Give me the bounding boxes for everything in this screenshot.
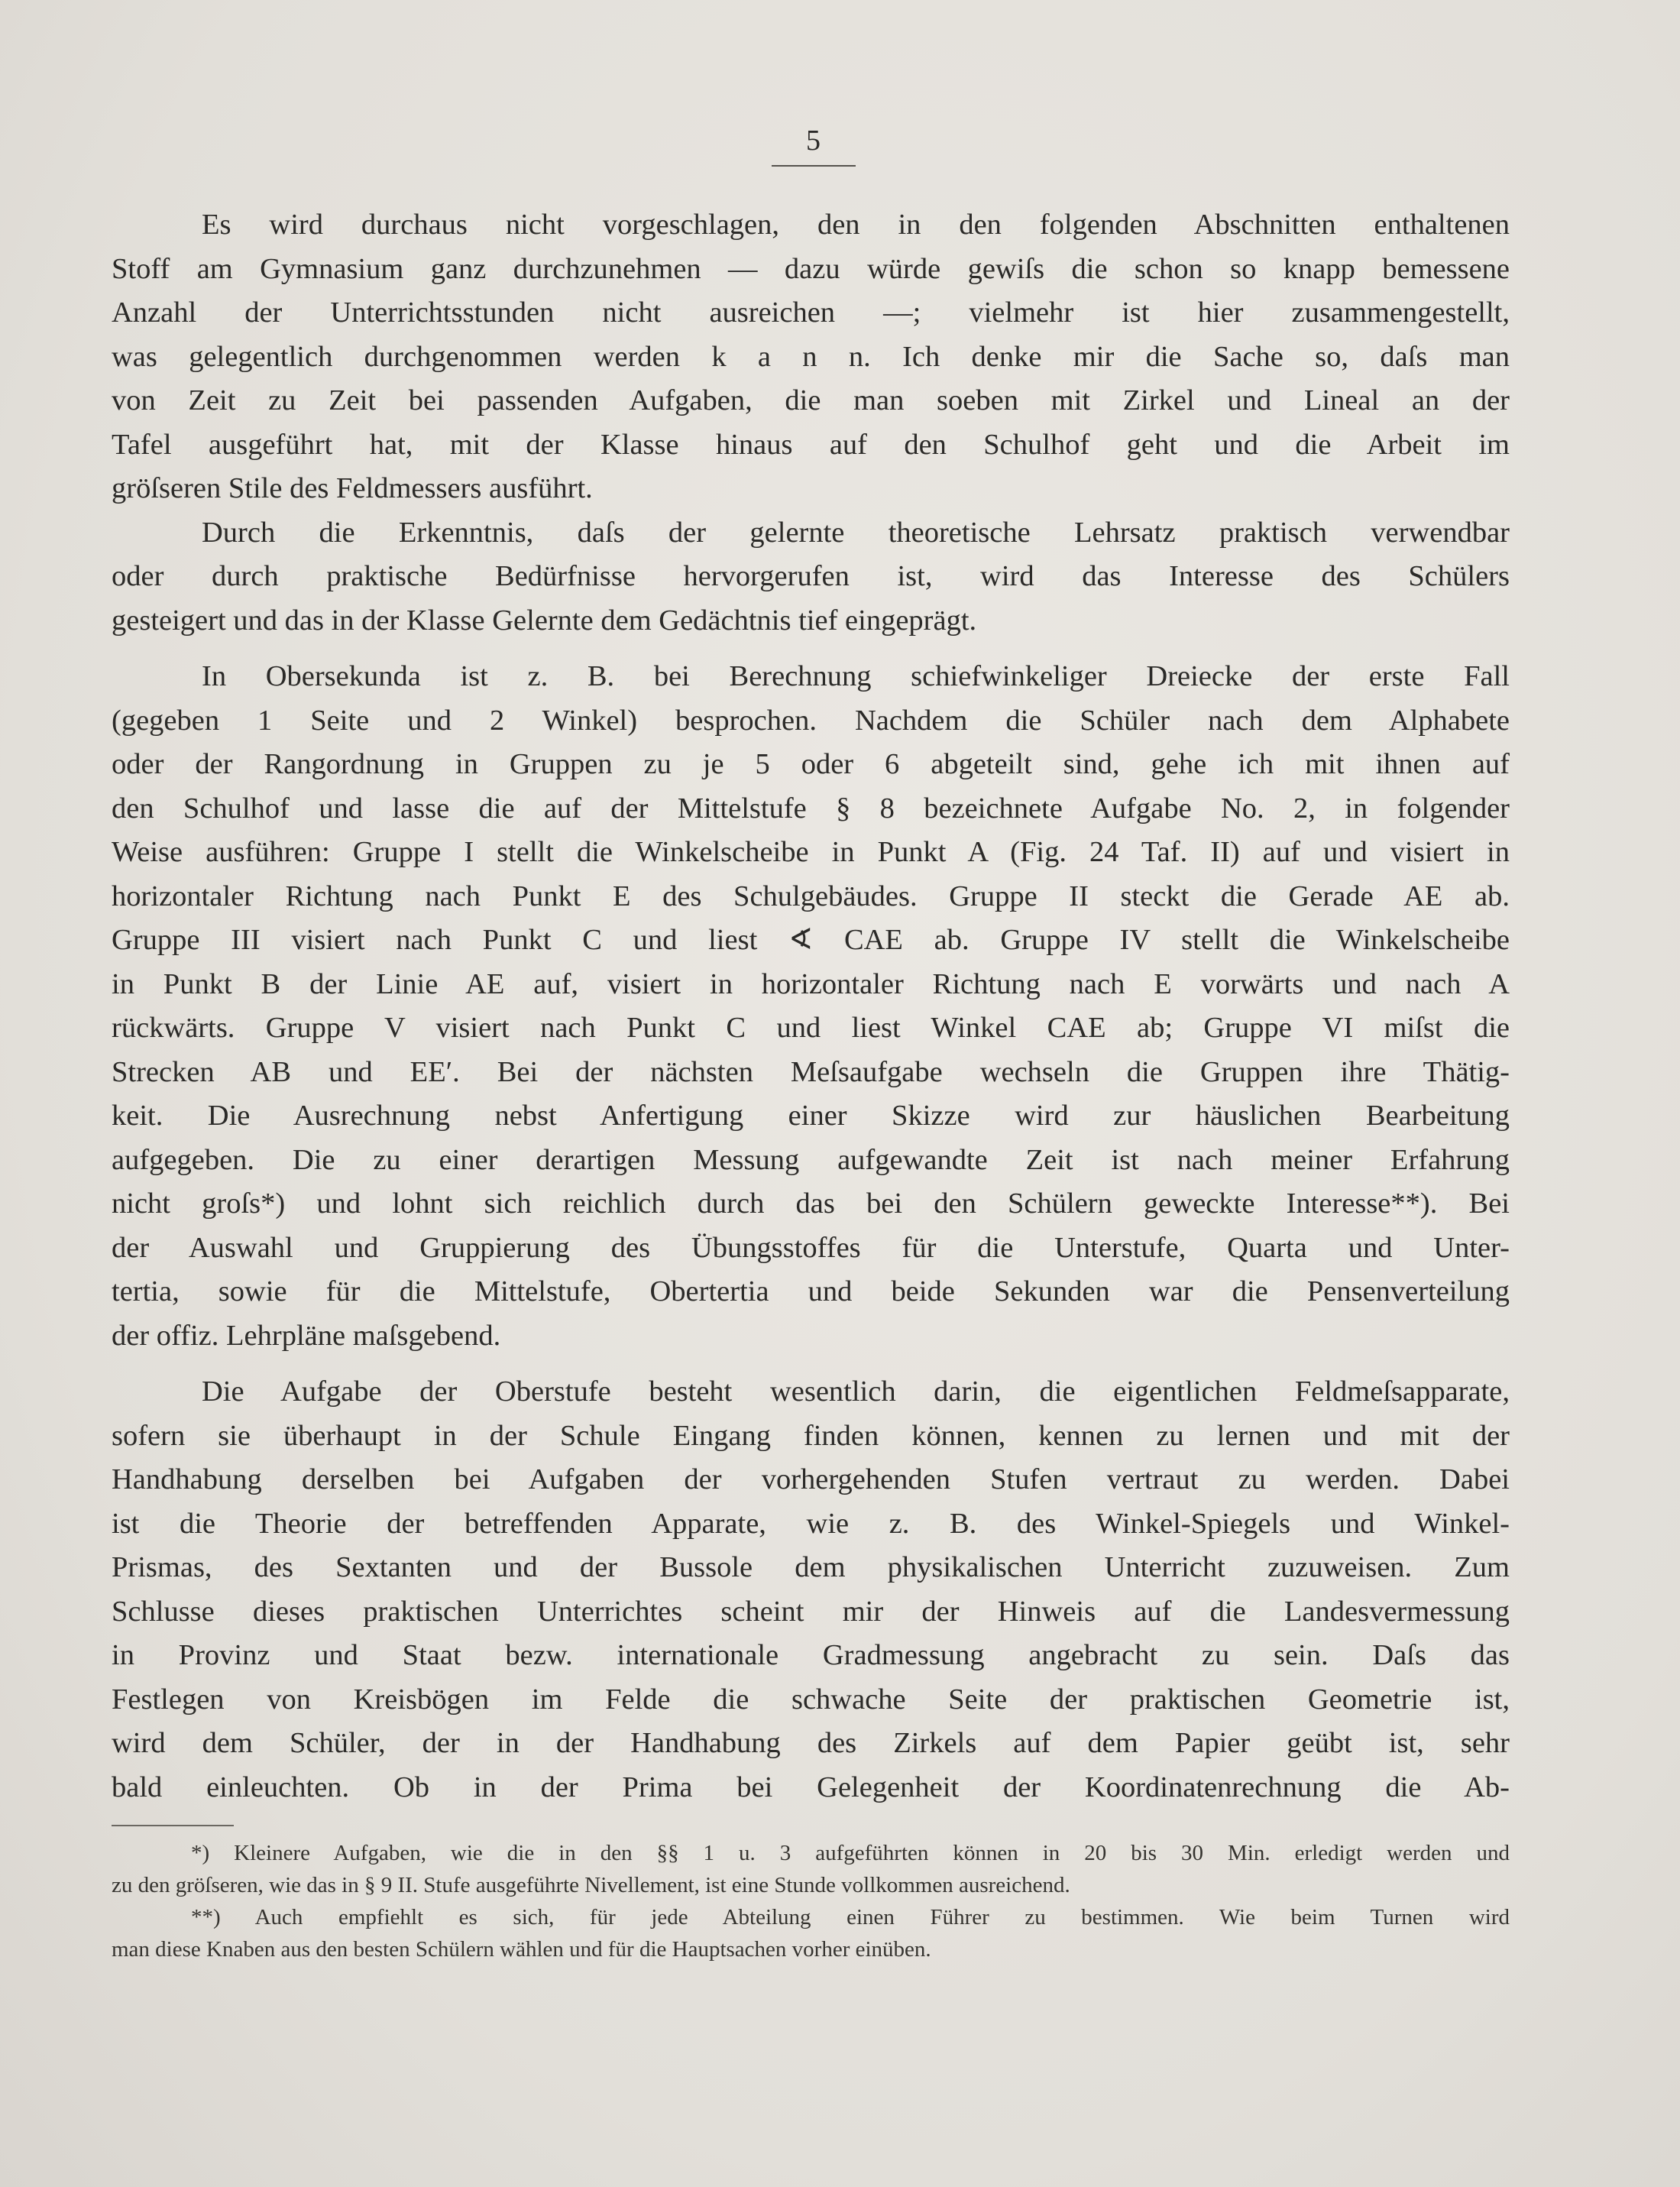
text-line: Prismas, des Sextanten und der Bussole dem physikalischen Unterricht zuzuweisen. Zum <box>112 1551 1510 1583</box>
footnote-line: zu den gröſseren, wie das in § 9 II. Stufe ausgeführte Nivellement, ist eine Stunde vollkommen ausreichend. <box>112 1873 1070 1897</box>
footnote <box>112 1837 1510 1901</box>
text-line: nicht groſs*) und lohnt sich reichlich durch das bei den Schülern geweckte Interesse**). Bei <box>112 1187 1510 1220</box>
text-line: Weise ausführen: Gruppe I stellt die Winkelscheibe in Punkt A (Fig. 24 Taf. II) auf und visiert in <box>112 836 1510 868</box>
text-line: horizontaler Richtung nach Punkt E des Schulgebäudes. Gruppe II steckt die Gerade AE ab. <box>112 880 1510 912</box>
text-line: Durch die Erkenntnis, daſs der gelernte theoretische Lehrsatz praktisch verwendbar <box>202 516 1510 549</box>
text-line: Die Aufgabe der Oberstufe besteht wesentlich darin, die eigentlichen Feldmeſsapparate, <box>202 1375 1510 1408</box>
footnote-line: man diese Knaben aus den besten Schülern wählen und für die Hauptsachen vorher einüben. <box>112 1937 931 1962</box>
text-line: In Obersekunda ist z. B. bei Berechnung schiefwinkeliger Dreiecke der erste Fall <box>202 660 1510 692</box>
header-rule <box>772 165 856 167</box>
text-line: Schlusse dieses praktischen Unterrichtes scheint mir der Hinweis auf die Landesvermessung <box>112 1595 1510 1628</box>
text-line: wird dem Schüler, der in der Handhabung des Zirkels auf dem Papier geübt ist, sehr <box>112 1727 1510 1759</box>
text-line: tertia, sowie für die Mittelstufe, Obertertia und beide Sekunden war die Pensenverteilung <box>112 1275 1510 1307</box>
text-line: gesteigert und das in der Klasse Gelernte dem Gedächtnis tief eingeprägt. <box>112 604 977 637</box>
text-line: Strecken AB und EE′. Bei der nächsten Meſsaufgabe wechseln die Gruppen ihre Thätig- <box>112 1055 1510 1088</box>
text-line: Gruppe III visiert nach Punkt C und liest ∢ CAE ab. Gruppe IV stellt die Winkelscheibe <box>112 924 1510 956</box>
footnote-rule <box>112 1825 234 1826</box>
paragraph <box>112 203 1510 511</box>
text-line: rückwärts. Gruppe V visiert nach Punkt C und liest Winkel CAE ab; Gruppe VI miſst die <box>112 1012 1510 1044</box>
text-line: bald einleuchten. Ob in der Prima bei Gelegenheit der Koordinatenrechnung die Ab- <box>112 1771 1510 1803</box>
footnotes <box>112 1825 1510 1965</box>
footnote <box>112 1901 1510 1965</box>
text-line: keit. Die Ausrechnung nebst Anfertigung einer Skizze wird zur häuslichen Bearbeitung <box>112 1100 1510 1132</box>
text-line: Stoff am Gymnasium ganz durchzunehmen — dazu würde gewiſs die schon so knapp bemessene <box>112 252 1510 285</box>
text-line: Anzahl der Unterrichtsstunden nicht ausreichen —; vielmehr ist hier zusammengestellt, <box>112 296 1510 329</box>
text-line: Festlegen von Kreisbögen im Felde die schwache Seite der praktischen Geometrie ist, <box>112 1683 1510 1716</box>
text-line: der offiz. Lehrpläne maſsgebend. <box>112 1319 501 1352</box>
text-line: oder durch praktische Bedürfnisse hervorgerufen ist, wird das Interesse des Schülers <box>112 560 1510 592</box>
page-header <box>772 122 856 167</box>
page-number: 5 <box>806 125 821 157</box>
text-line: aufgegeben. Die zu einer derartigen Messung aufgewandte Zeit ist nach meiner Erfahrung <box>112 1143 1510 1176</box>
text-line: Handhabung derselben bei Aufgaben der vorhergehenden Stufen vertraut zu werden. Dabei <box>112 1463 1510 1495</box>
text-line: sofern sie überhaupt in der Schule Eingang finden können, kennen zu lernen und mit der <box>112 1419 1510 1452</box>
text-line: von Zeit zu Zeit bei passenden Aufgaben, die man soeben mit Zirkel und Lineal an der <box>112 384 1510 416</box>
text-line: in Punkt B der Linie AE auf, visiert in horizontaler Richtung nach E vorwärts und nach A <box>112 967 1510 1000</box>
text-line: den Schulhof und lasse die auf der Mittelstufe § 8 bezeichnete Aufgabe No. 2, in folgender <box>112 792 1510 825</box>
text-line: der Auswahl und Gruppierung des Übungsstoffes für die Unterstufe, Quarta und Unter- <box>112 1231 1510 1264</box>
footnote-line: *) Kleinere Aufgaben, wie die in den §§ 1 u. 3 aufgeführten können in 20 bis 30 Min. erledigt werden und <box>191 1841 1510 1865</box>
text-line: (gegeben 1 Seite und 2 Winkel) besprochen. Nachdem die Schüler nach dem Alphabete <box>112 704 1510 737</box>
main-text <box>112 203 1510 1810</box>
text-line: in Provinz und Staat bezw. internationale Gradmessung angebracht zu sein. Daſs das <box>112 1639 1510 1671</box>
footnote-line: **) Auch empfiehlt es sich, für jede Abteilung einen Führer zu bestimmen. Wie beim Turnen wird <box>191 1905 1510 1929</box>
text-line: Es wird durchaus nicht vorgeschlagen, den in den folgenden Abschnitten enthaltenen <box>202 209 1510 241</box>
paragraph <box>112 1370 1510 1810</box>
text-line: ist die Theorie der betreffenden Apparate, wie z. B. des Winkel-Spiegels und Winkel- <box>112 1507 1510 1540</box>
paragraph <box>112 655 1510 1358</box>
text-line: Tafel ausgeführt hat, mit der Klasse hinaus auf den Schulhof geht und die Arbeit im <box>112 428 1510 461</box>
text-line: oder der Rangordnung in Gruppen zu je 5 oder 6 abgeteilt sind, gehe ich mit ihnen auf <box>112 748 1510 780</box>
text-line: gröſseren Stile des Feldmessers ausführt. <box>112 472 593 504</box>
paragraph <box>112 511 1510 643</box>
text-line: was gelegentlich durchgenommen werden k a n n. Ich denke mir die Sache so, daſs man <box>112 340 1510 373</box>
